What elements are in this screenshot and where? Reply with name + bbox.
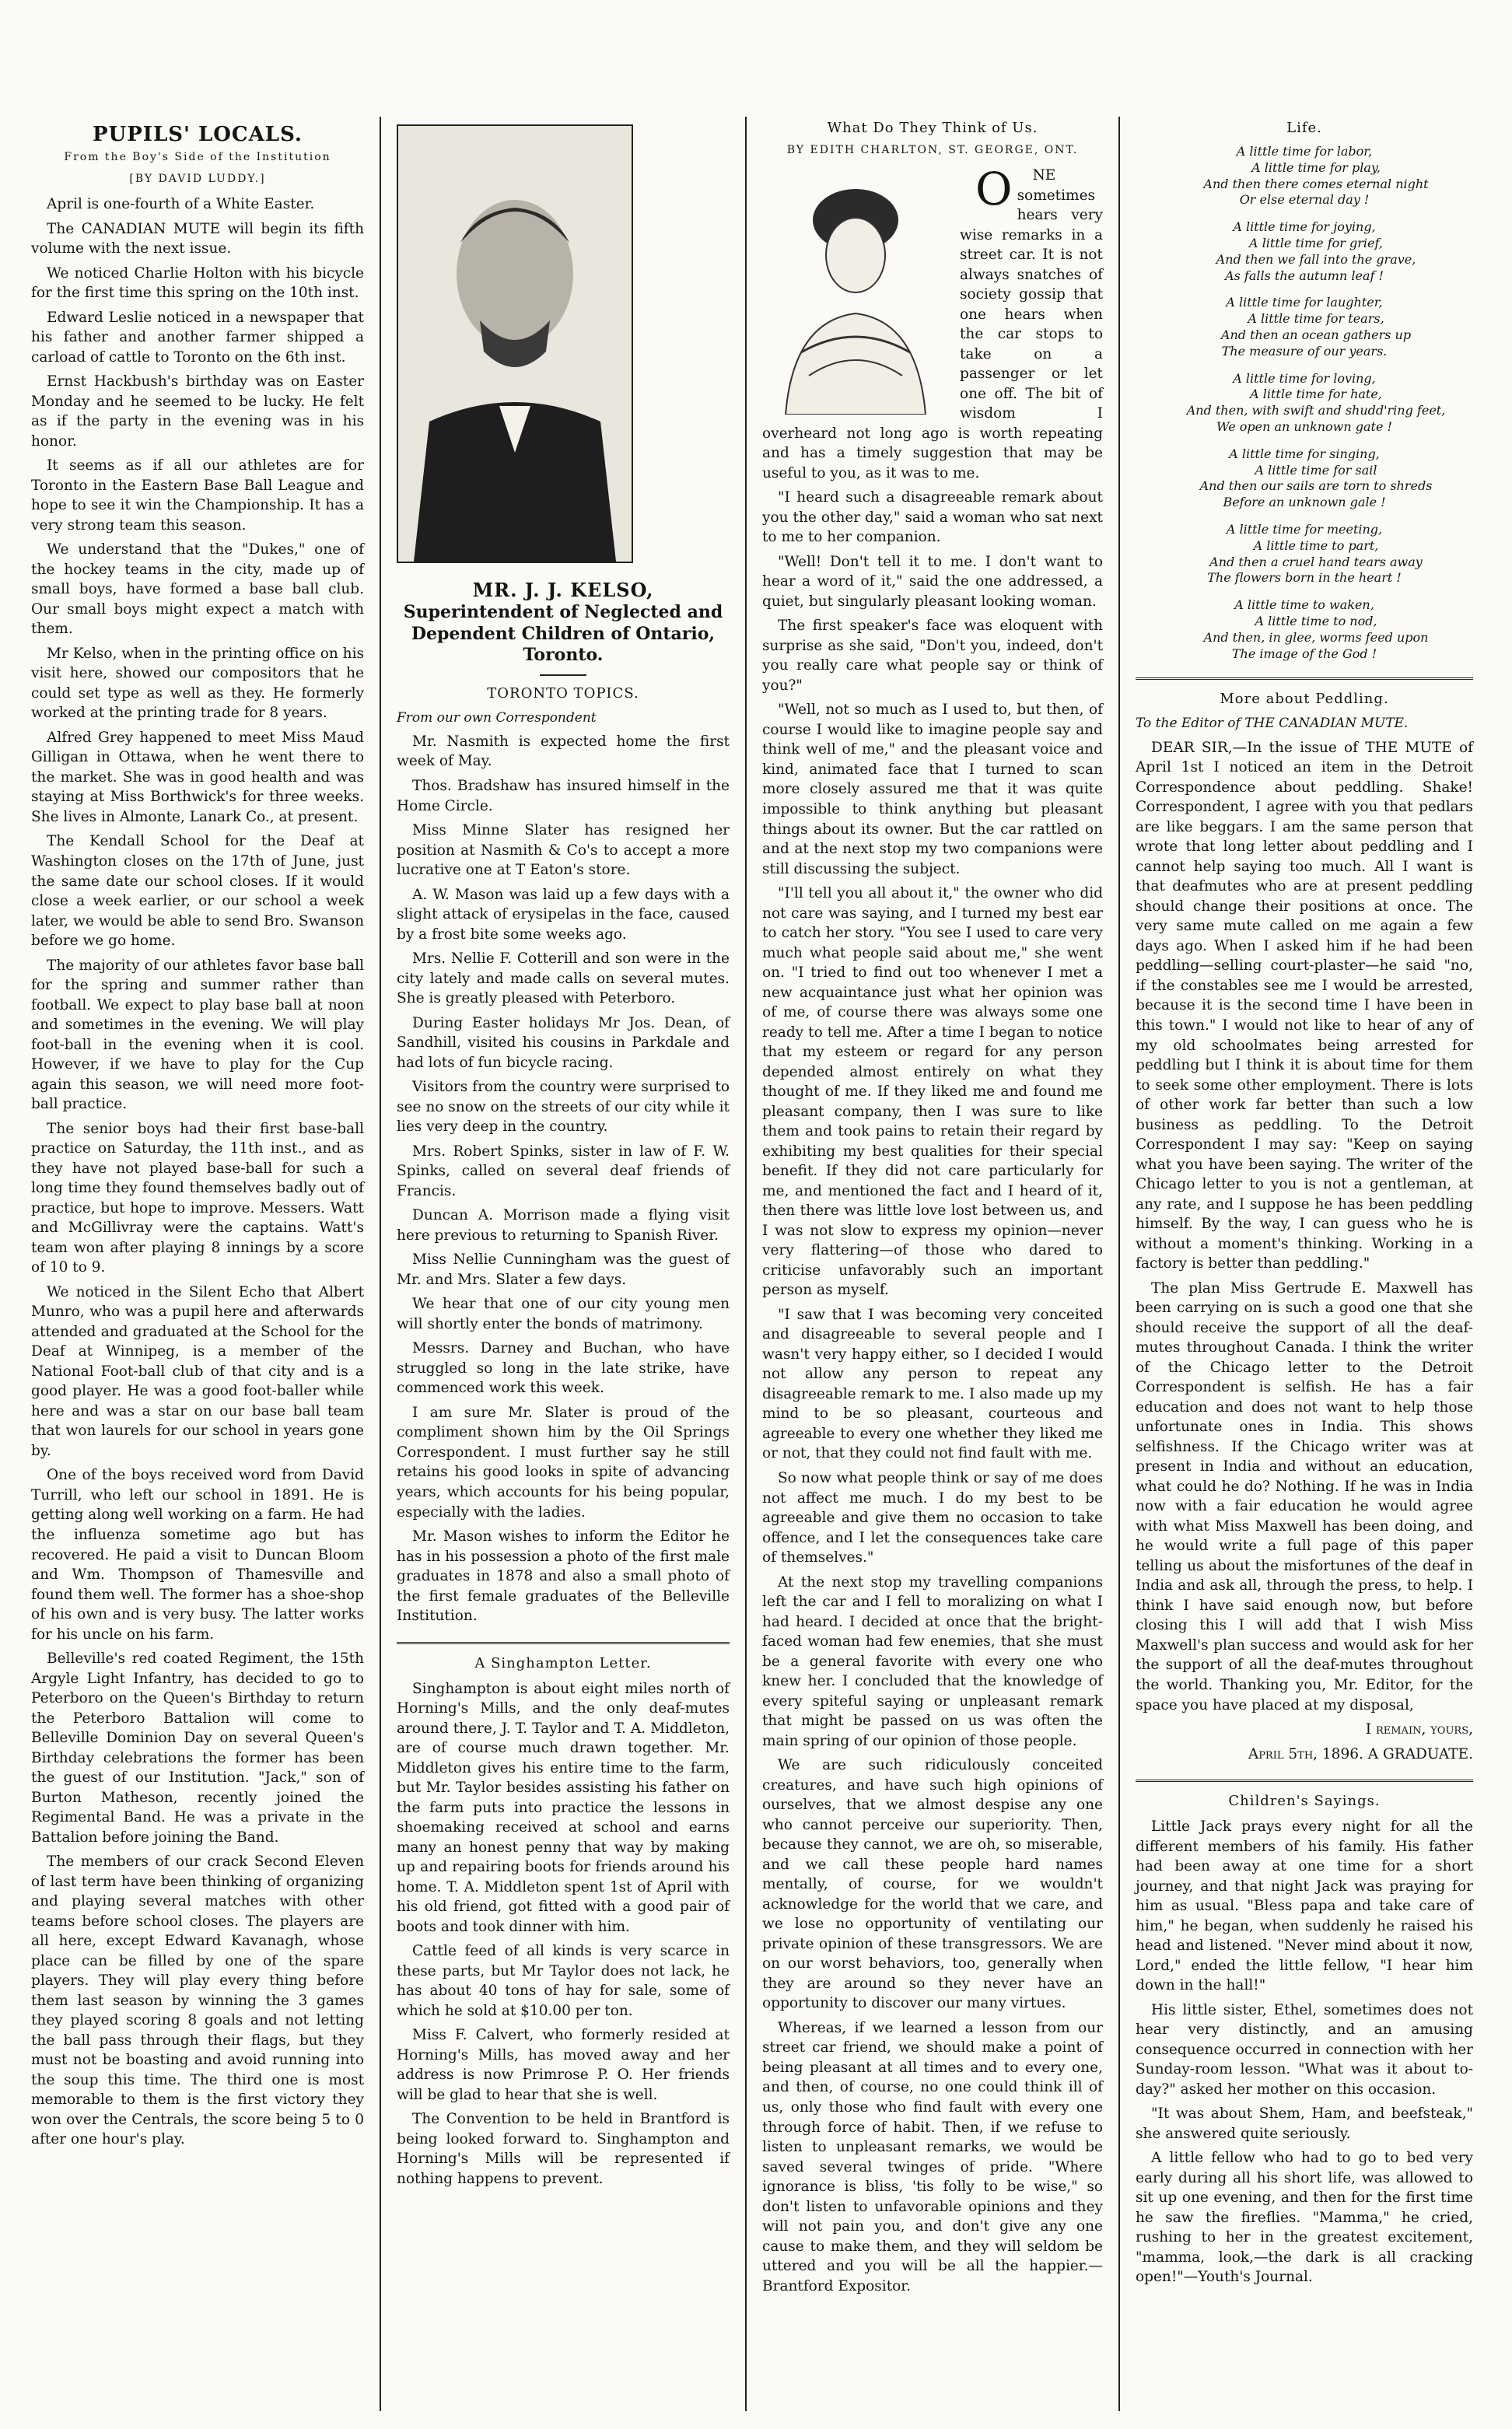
- singhampton-item: Cattle feed of all kinds is very scarce in these parts, but Mr Taylor does not lack, he has about 40 tons of hay for sale, some of which he sold at $10.00 per ton.: [397, 1943, 730, 2019]
- poem-line: And then a cruel hand tears away: [1209, 554, 1423, 569]
- poem-line: A little time for loving,: [1233, 370, 1376, 386]
- article-paragraph: "I saw that I was becoming very conceited and disagreeable to several people and I wasn't very happy either, so I decided I would not allow any person to repeat any disagreeable remark to me. I also made up my mind to be so pleasant, courteous and agreeable to every one whether they liked me or not, that they could not find fault with me.: [762, 1306, 1103, 1462]
- toronto-item: Visitors from the country were surprised to see no snow on the streets of our city while it lies very deep in the country.: [397, 1079, 730, 1136]
- peddling-title: More about Peddling.: [1220, 691, 1389, 708]
- toronto-item: Mr. Mason wishes to inform the Editor he has in his possession a photo of the first male graduates in 1878 and also a small photo of the first female graduates of the Belleville Institution.: [397, 1528, 730, 1625]
- poem-line: A little time for meeting,: [1226, 521, 1383, 537]
- column-3: [747, 117, 1120, 2411]
- poem-line: A little time for hate,: [1250, 387, 1382, 402]
- section-divider: [397, 1642, 730, 1644]
- peddling-paragraph: DEAR SIR,—In the issue of THE MUTE of April 1st I noticed an item in the Detroit Correspondence about peddling. Shake! Correspondent, I agree with you that pedlars are like beggars. I am the same person that wrote that long letter about peddling and I cannot help saying too much. All I want is that deafmutes who are at present peddling should change their positions at once. The very same mute called on me again a few days ago. When I asked him if he had been peddling—selling court-plaster—he said "no, if the constables see me I would be arrested, because it is the second time I have been in this town." I would not like to hear of any of my old schoolmates being arrested for peddling but I think it is about time for them to seek some other employment. There is lots of other work far better than such a low business as peddling. To the Detroit Correspondent I may say: "Keep on saying what you have been saying. The writer of the Chicago letter to you is not a gentleman, at any rate, and I suppose he has been peddling himself. By the way, I can guess who he is without a moment's thinking. Working in a factory is better than peddling.": [1136, 739, 1473, 1272]
- toronto-item: Duncan A. Morrison made a flying visit here previous to returning to Spanish River.: [397, 1207, 730, 1244]
- poem-line: A little time to part,: [1253, 537, 1379, 553]
- toronto-topics-title: TORONTO TOPICS.: [487, 684, 639, 702]
- portrait-caption: [397, 579, 730, 667]
- sayings-paragraph: Little Jack prays every night for all the different members of his family. His father had been away at one time for a short journey, and that night Jack was praying for him as usual. "Bless papa and take care of him," he began, when suddenly he raised his head and listened. "Never mind about it now, Lord," ended the little fellow, "I hear him down in the hall!": [1136, 1818, 1473, 1994]
- pupils-locals-byline: [BY DAVID LUDDY.]: [129, 173, 266, 185]
- poem-line: A little time for labor,: [1236, 144, 1373, 159]
- poem-line: A little time for laughter,: [1226, 295, 1383, 310]
- poem-line: We open an unknown gate !: [1216, 418, 1392, 434]
- childrens-sayings-title: Children's Sayings.: [1228, 1793, 1381, 1810]
- portrait-image: [397, 124, 633, 563]
- poem-line: A little time for singing,: [1229, 446, 1380, 461]
- local-item: We noticed in the Silent Echo that Albert Munro, who was a pupil here and afterwards attended and graduated at the School for the Deaf at Winnipeg, is a member of the National Foot-ball club of that city and is a good player. He was a good foot-baller while here and was a star on our base ball team that won laurels for our school in years gone by.: [31, 1283, 364, 1459]
- poem-line: And then an ocean gathers up: [1220, 327, 1412, 342]
- local-item: We understand that the "Dukes," one of the hockey teams in the city, made up of small boys, have formed a base ball club. Our small boys might expect a match with them.: [31, 541, 364, 638]
- poem-stanza: [1136, 219, 1473, 284]
- article-paragraph: The first speaker's face was eloquent with surprise as she said, "Don't you, indeed, don't you really care what people say or think of you?": [762, 618, 1103, 694]
- toronto-item: We hear that one of our city young men will shortly enter the bonds of matrimony.: [397, 1296, 730, 1332]
- what-think-byline: BY EDITH CHARLTON, ST. GEORGE, ONT.: [786, 144, 1079, 156]
- woman-illustration: [762, 166, 949, 415]
- poem-line: And then, with swift and shudd'ring feet,: [1186, 403, 1446, 418]
- local-item: April is one-fourth of a White Easter.: [47, 196, 315, 212]
- poem-line: The measure of our years.: [1221, 343, 1388, 359]
- section-divider: [1136, 677, 1473, 680]
- article-paragraph: Whereas, if we learned a lesson from our street car friend, we should make a point of being pleasant at all times and to every one, and then, of course, no one could think ill of us, only those who find fault with every one through force of habit. Then, if we refuse to listen to unpleasant remarks, we would be saved several twinges of pride. "Where ignorance is bliss, 'tis folly to be wise," so don't listen to unfavorable opinions and they will not pain you, and don't give any one cause to make them, and they will seldom be uttered and you will be all the happier.—Brantford Expositor.: [762, 2019, 1103, 2294]
- article-paragraph: At the next stop my travelling companions left the car and I fell to moralizing on what I had heard. I decided at once that the bright-faced woman had few enemies, that she must be a general favorite with every one who knew her. I concluded that the knowledge of every spiteful saying or unpleasant remark that might be passed on us was often the main spring of our opinion of those people.: [762, 1573, 1103, 1749]
- local-item: The CANADIAN MUTE will begin its fifth volume with the next issue.: [31, 220, 364, 257]
- life-poem-title: Life.: [1286, 120, 1322, 136]
- column-2: [381, 117, 747, 2411]
- article-paragraph: "Well, not so much as I used to, but then, of course I would like to imagine people say and think well of me," and the pleasant voice and kind, animated face that I turned to scan more closely assured me that it was quite impossible to think anything but pleasant things about its owner. But the car rattled on and at the next stop my two companions were still discussing the subject.: [762, 702, 1103, 877]
- toronto-item: Miss Minne Slater has resigned her position at Nasmith & Co's to accept a more lucrative one at T Eaton's store.: [397, 822, 730, 879]
- article-paragraph: "Well! Don't tell it to me. I don't want to hear a word of it," said the one addressed, a quiet, but singularly pleasant looking woman.: [762, 553, 1103, 610]
- toronto-item: Messrs. Darney and Buchan, who have struggled so long in the late strike, have commenced work this week.: [397, 1340, 730, 1397]
- poem-stanza: [1136, 144, 1473, 208]
- toronto-item: During Easter holidays Mr Jos. Dean, of Sandhill, visited his cousins in Parkdale and had lots of fun bicycle racing.: [397, 1014, 730, 1071]
- column-4: [1120, 117, 1489, 2411]
- article-paragraph: "I heard such a disagreeable remark about you the other day," said a woman who sat next to me to her companion.: [762, 489, 1103, 546]
- poem-line: The flowers born in the heart !: [1207, 570, 1402, 586]
- local-item: Edward Leslie noticed in a newspaper that his father and another farmer shipped a carload of cattle to Toronto on the 6th inst.: [31, 309, 364, 366]
- peddling-closing: I remain, yours,: [1365, 1721, 1473, 1738]
- column-1: [16, 117, 381, 2411]
- local-item: The senior boys had their first base-ball practice on Saturday, the 11th inst., and as they have not played base-ball for such a long time they found themselves badly out of practice, but hope to improve. Messers. Watt and McGillivray were the captains. Watt's team won after playing 8 innings by a score of 10 to 9.: [31, 1120, 364, 1276]
- pupils-locals-subtitle: From the Boy's Side of the Institution: [64, 151, 331, 163]
- local-item: Mr Kelso, when in the printing office on his visit here, showed our compositors that he could set type as well as they. He formerly worked at the printing trade for 8 years.: [31, 645, 364, 722]
- poem-line: And then, in glee, worms feed upon: [1203, 629, 1429, 645]
- sayings-paragraph: His little sister, Ethel, sometimes does not hear very distinctly, and an amusing consequence occurred in connection with her Sunday-room lesson. "What was it about to-day?" asked her mother on this occasion.: [1136, 2001, 1473, 2098]
- toronto-item: Mrs. Nellie F. Cotterill and son were in the city lately and made calls on several mutes. She is greatly pleased with Peterboro.: [397, 950, 730, 1007]
- pupils-locals-title: PUPILS' LOCALS.: [93, 123, 303, 146]
- article-paragraph: "I'll tell you all about it," the owner who did not care was saying, and I turned my best ear to catch her story. "You see I used to care very much what people said about me," she went on. "I tried to find out too whenever I met a new acquaintance just what her opinion was of me, of course there was always some one ready to tell me. After a time I began to notice that my esteem or regard for any person depended almost entirely on what they thought of me. If they liked me and found me pleasant company, then I was sure to like them and took pains to retain their regard by exhibiting my best qualities for their special benefit. If they did not care particularly for me, and mentioned the fact and I heard of it, then there was little love lost between us, and I was not slow to express my opinion—never very flattering—of those who dared to criticise unfavorably such an important person as myself.: [762, 885, 1103, 1299]
- singhampton-item: Miss F. Calvert, who formerly resided at Horning's Mills, has moved away and her address is now Primrose P. O. Her friends will be glad to hear that she is well.: [397, 2027, 730, 2103]
- local-item: The Kendall School for the Deaf at Washington closes on the 17th of June, just the same date our school closes. If it would close a week earlier, or our school a week later, we would be able to send Bro. Swanson before we go home.: [31, 833, 364, 950]
- poem-line: Before an unknown gale !: [1223, 495, 1386, 510]
- toronto-item: I am sure Mr. Slater is proud of the compliment shown him by the Oil Springs Correspondent. I must further say he still retains his good looks in spite of advancing years, which accounts for his being popular, especially with the ladies.: [397, 1404, 730, 1521]
- poem-stanza: [1136, 446, 1473, 511]
- article-paragraph: So now what people think or say of me does not affect me much. I do my best to be agreeable and give them no occasion to take offence, and I let the consequences take care of themselves.": [762, 1470, 1103, 1566]
- poem-line: Or else eternal day !: [1239, 192, 1370, 208]
- toronto-item: Mrs. Robert Spinks, sister in law of F. W. Spinks, called on several deaf friends of Francis.: [397, 1143, 730, 1199]
- local-item: Belleville's red coated Regiment, the 15th Argyle Light Infantry, has decided to go to Peterboro on the Queen's Birthday to return the Peterboro Battalion will come to Belleville Dominion Day on several Queen's Birthday celebrations the former has been the guest of our Institution. "Jack," son of Burton Matheson, recently joined the Regimental Band. He was a private in the Battalion before joining the Band.: [31, 1650, 364, 1846]
- section-divider: [1136, 1780, 1473, 1782]
- caption-name: MR. J. J. KELSO,: [472, 579, 654, 601]
- poem-stanza: [1136, 371, 1473, 436]
- caption-description: Superintendent of Neglected and Dependent Children of Ontario, Toronto.: [403, 602, 723, 665]
- poem-line: A little time to waken,: [1234, 597, 1374, 613]
- toronto-item: Mr. Nasmith is expected home the first week of May.: [397, 733, 730, 770]
- poem-stanza: [1136, 522, 1473, 586]
- poem-line: As falls the autumn leaf !: [1225, 268, 1384, 283]
- poem-line: A little time for sail: [1255, 462, 1377, 478]
- drop-cap: O: [975, 163, 1013, 215]
- peddling-paragraph: The plan Miss Gertrude E. Maxwell has been carrying on is such a good one that she should receive the support of all the deaf-mutes throughout Canada. I think the writer of the Chicago letter to the Detroit Correspondent is selfish. He has a fair education and does not want to help those unfortunate ones in India. This shows selfishness. If the Chicago writer was at present in India and without an education, what could he do? Nothing. If he was in India now with a fair education he would agree with what Miss Maxwell has been doing, and he would write a full page of this paper telling us about the misfortunes of the deaf in India and ask all, through the press, to help. I think I have said enough now, but before closing this I will add that I wish Miss Maxwell's plan success and would ask for her the support of all the deaf-mutes throughout the world. Thanking you, Mr. Editor, for the space you have placed at my disposal,: [1136, 1279, 1473, 1713]
- columns: [16, 117, 1489, 2411]
- poem-line: A little time for play,: [1251, 159, 1381, 175]
- singhampton-item: Singhampton is about eight miles north of Horning's Mills, and the only deaf-mutes around there, J. T. Taylor and T. A. Middleton, are of course much drawn together. Mr. Middleton gives his entire time to the farm, but Mr. Taylor besides assisting his father on the farm puts into practice the lessons in shoemaking received at school and earns many an honest penny that way by making up and repairing boots for friends around his home. T. A. Middleton spent 1st of April with his old friend, got fitted with a good pair of boots and took dinner with him.: [397, 1680, 730, 1935]
- poem-line: And then there comes eternal night: [1203, 176, 1429, 191]
- local-item: Ernst Hackbush's birthday was on Easter Monday and he seemed to be lucky. He felt as if the party in the evening was in his honor.: [31, 373, 364, 450]
- poem-line: The image of the God !: [1231, 646, 1377, 661]
- local-item: We noticed Charlie Holton with his bicycle for the first time this spring on the 10th inst.: [31, 264, 364, 302]
- lead-text: NE sometimes hears very wise remarks in a street car. It is not always snatches of society gossip that one hears when the car stops to take on a passenger or let one off. The bit of wisdom I overheard not long ago is worth repeating and has a timely suggestion that may be useful to you, as it was to me.: [762, 167, 1103, 481]
- poem-line: A little time for tears,: [1248, 311, 1384, 327]
- local-item: The majority of our athletes favor base ball for the spring and summer rather than football. We expect to play base ball at noon and sometimes in the evening. We will play foot-ball in the evening when it is cool. However, if we have to play for the Cup again this season, we will need more foot-ball practice.: [31, 957, 364, 1113]
- local-item: Alfred Grey happened to meet Miss Maud Gilligan in Ottawa, when he went there to the market. She was in good health and was staying at Miss Borthwick's for three weeks. She lives in Almonte, Lanark Co., at present.: [31, 729, 364, 825]
- local-item: It seems as if all our athletes are for Toronto in the Eastern Base Ball League and hope to see it win the Championship. It has a very strong team this season.: [31, 457, 364, 534]
- poem-line: And then we fall into the grave,: [1216, 251, 1416, 267]
- sayings-paragraph: A little fellow who had to go to bed very early during all his short life, was allowed to sit up one evening, and then for the first time he saw the fireflies. "Mamma," he cried, rushing to her in the greatest excitement, "mamma, look,—the dark is all cracking open!"—Youth's Journal.: [1136, 2150, 1473, 2286]
- local-item: The members of our crack Second Eleven of last term have been thinking of organizing and playing several matches with other teams before school closes. The players are all here, except Edward Kavanagh, whose place can be filled by one of the spare players. They will play every thing before them last season by winning the 3 games they played scoring 8 goals and not letting the ball pass through their flags, but they must not be boasting and avoid running into the soup this time. The third one is most memorable to them is the first victory they won over the Centrals, the score being 5 to 0 after one hour's play.: [31, 1853, 364, 2148]
- local-item: One of the boys received word from David Turrill, who left our school in 1891. He is getting along well working on a farm. He had the influenza sometime ago but has recovered. He paid a visit to Duncan Bloom and Wm. Thompson of Thamesville and found them well. The former has a shoe-shop of his own and is very busy. The latter works for his uncle on his farm.: [31, 1467, 364, 1643]
- what-think-title: What Do They Think of Us.: [827, 120, 1038, 136]
- sayings-paragraph: "It was about Shem, Ham, and beefsteak," she answered quite seriously.: [1136, 2105, 1473, 2142]
- poem-line: And then our sails are torn to shreds: [1199, 478, 1433, 494]
- toronto-item: Thos. Bradshaw has insured himself in the Home Circle.: [397, 777, 730, 814]
- poem-line: A little time for joying,: [1233, 219, 1376, 235]
- poem-line: A little time to nod,: [1255, 613, 1377, 628]
- peddling-signoff: April 5th, 1896. A GRADUATE.: [1248, 1745, 1473, 1762]
- peddling-salutation: To the Editor of THE CANADIAN MUTE.: [1136, 716, 1409, 732]
- poem-stanza: [1136, 295, 1473, 359]
- poem-line: A little time for grief,: [1249, 235, 1383, 250]
- singhampton-item: The Convention to be held in Brantford is being looked forward to. Singhampton and Horning's Mills will be represented if nothing happens to prevent.: [397, 2111, 730, 2187]
- toronto-item: A. W. Mason was laid up a few days with a slight attack of erysipelas in the face, caused by a frost bite some weeks ago.: [397, 886, 730, 943]
- toronto-item: Miss Nellie Cunningham was the guest of Mr. and Mrs. Slater a few days.: [397, 1251, 730, 1288]
- correspondent-line: From our own Correspondent: [397, 709, 597, 726]
- poem-stanza: [1136, 597, 1473, 662]
- article-paragraph: We are such ridiculously conceited creatures, and have such high opinions of ourselves, that we almost despise any one who cannot perceive our superiority. Then, because they cannot, we are oh, so miserable, and we call these people hard names mentally, of course, for we wouldn't acknowledge for the world that we care, and we lose no opportunity of ventilating our private opinion of these transgressors. We are on our worst behaviors, too, generally when they are around so they never have an opportunity to discover our many virtues.: [762, 1757, 1103, 2012]
- singhampton-title: A Singhampton Letter.: [474, 1654, 652, 1671]
- divider: [540, 674, 586, 676]
